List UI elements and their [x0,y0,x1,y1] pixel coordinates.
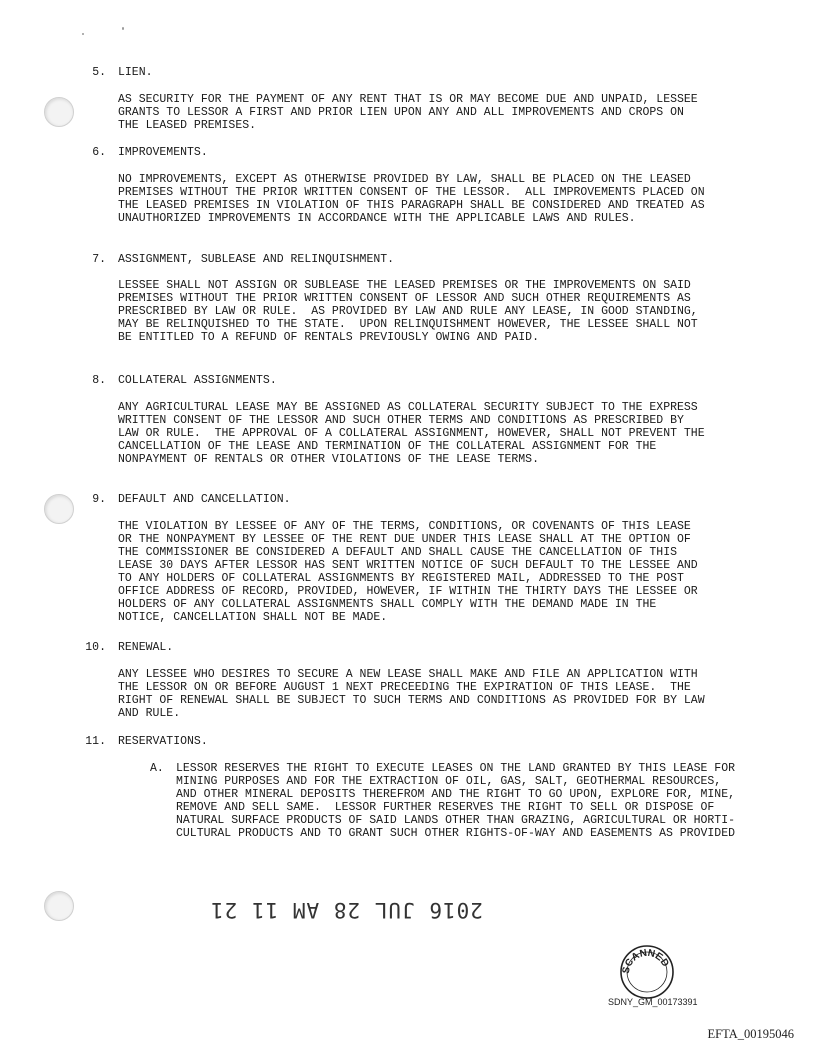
section-number: 10. [85,641,106,654]
section-number: 7. [92,253,106,266]
subsection-body: LESSOR RESERVES THE RIGHT TO EXECUTE LEASES ON THE LAND GRANTED BY THIS LEASE FOR MINING PURPOSES AND FOR THE EXTRACTION OF OIL, GAS, SALT, GEOTHERMAL RESOURCES, AND OTHER MINERAL DEPOSITS THEREFROM AND THE RIGHT TO GO UPON, EXPLORE FOR, MINE, REMOVE AND SELL SAME. LESSOR FURTHER RESERVES THE RIGHT TO SELL OR DISPOSE OF NATURAL SURFACE PRODUCTS OF SAID LANDS OTHER THAN GRAZING, AGRICULTURAL OR HORTI- CULTURAL PRODUCTS AND TO GRANT SUCH OTHER RIGHTS-OF-WAY AND EASEMENTS AS PROVIDED [176,762,735,840]
section-heading: DEFAULT AND CANCELLATION. [118,493,291,506]
punch-hole-bottom [44,891,74,921]
section-body: THE VIOLATION BY LESSEE OF ANY OF THE TERMS, CONDITIONS, OR COVENANTS OF THIS LEASE OR THE NONPAYMENT BY LESSEE OF THE RENT DUE UNDER THIS LEASE SHALL AT THE OPTION OF THE COMMISSIONER BE CONSIDERED A DEFAULT AND SHALL CAUSE THE CANCELLATION OF THIS LEASE 30 DAYS AFTER LESSOR HAS SENT WRITTEN NOTICE OF SUCH DEFAULT TO THE LESSEE AND TO ANY HOLDERS OF COLLATERAL ASSIGNMENTS BY REGISTERED MAIL, ADDRESSED TO THE POST OFFICE ADDRESS OF RECORD, PROVIDED, HOWEVER, IF WITHIN THE THIRTY DAYS THE LESSEE OR HOLDERS OF ANY COLLATERAL ASSIGNMENTS SHALL COMPLY WITH THE DEMAND MADE IN THE NOTICE, CANCELLATION SHALL NOT BE MADE. [118,520,698,624]
section-heading: LIEN. [118,66,153,79]
scan-speck [82,33,84,35]
section-body: ANY AGRICULTURAL LEASE MAY BE ASSIGNED AS COLLATERAL SECURITY SUBJECT TO THE EXPRESS WRITTEN CONSENT OF THE LESSOR AND SUCH OTHER TERMS AND CONDITIONS AS PRESCRIBED BY LAW OR RULE. THE APPROVAL OF A COLLATERAL ASSIGNMENT, HOWEVER, SHALL NOT PREVENT THE CANCELLATION OF THE LEASE AND TERMINATION OF THE COLLATERAL ASSIGNMENT FOR THE NONPAYMENT OF RENTALS OR OTHER VIOLATIONS OF THE LEASE TERMS. [118,401,705,466]
section-body: LESSEE SHALL NOT ASSIGN OR SUBLEASE THE LEASED PREMISES OR THE IMPROVEMENTS ON SAID PREMISES WITHOUT THE PRIOR WRITTEN CONSENT OF LESSOR AND SUCH OTHER REQUIREMENTS AS PRESCRIBED BY LAW OR RULE. AS PROVIDED BY LAW AND RULE ANY LEASE, IN GOOD STANDING, MAY BE RELINQUISHED TO THE STATE. UPON RELINQUISHMENT HOWEVER, THE LESSEE SHALL NOT BE ENTITLED TO A REFUND OF RENTALS PREVIOUSLY OWING AND PAID. [118,279,698,344]
section-heading: RESERVATIONS. [118,735,208,748]
scan-speck [122,27,124,30]
section-heading: IMPROVEMENTS. [118,146,208,159]
section-heading: ASSIGNMENT, SUBLEASE AND RELINQUISHMENT. [118,253,395,266]
section-number: 8. [92,374,106,387]
efta-number: EFTA_00195046 [707,1027,794,1041]
bates-number: SDNY_GM_00173391 [608,997,698,1007]
section-body: ANY LESSEE WHO DESIRES TO SECURE A NEW LEASE SHALL MAKE AND FILE AN APPLICATION WITH THE LESSOR ON OR BEFORE AUGUST 1 NEXT PRECEEDING THE EXPIRATION OF THIS LEASE. THE RIGHT OF RENEWAL SHALL BE SUBJECT TO SUCH TERMS AND CONDITIONS AS PROVIDED FOR BY LAW AND RULE. [118,668,705,720]
section-number: 9. [92,493,106,506]
section-number: 5. [92,66,106,79]
section-number: 6. [92,146,106,159]
section-heading: RENEWAL. [118,641,174,654]
section-body: AS SECURITY FOR THE PAYMENT OF ANY RENT THAT IS OR MAY BECOME DUE AND UNPAID, LESSEE GRANTS TO LESSOR A FIRST AND PRIOR LIEN UPON ANY AND ALL IMPROVEMENTS AND CROPS ON THE LEASED PREMISES. [118,93,698,132]
subsection-label: A. [150,762,164,775]
received-date-stamp: 2016 JUL 28 AM 11 21 [210,898,483,922]
scanned-seal [619,944,675,1000]
section-body: NO IMPROVEMENTS, EXCEPT AS OTHERWISE PROVIDED BY LAW, SHALL BE PLACED ON THE LEASED PREMISES WITHOUT THE PRIOR WRITTEN CONSENT OF THE LESSOR. ALL IMPROVEMENTS PLACED ON THE LEASED PREMISES IN VIOLATION OF THIS PARAGRAPH SHALL BE CONSIDERED AND TREATED AS UNAUTHORIZED IMPROVEMENTS IN ACCORDANCE WITH THE APPLICABLE LAWS AND RULES. [118,173,705,225]
section-heading: COLLATERAL ASSIGNMENTS. [118,374,277,387]
section-number: 11. [85,735,106,748]
punch-hole-top [44,97,74,127]
seal-text: SCANNED [620,947,671,975]
